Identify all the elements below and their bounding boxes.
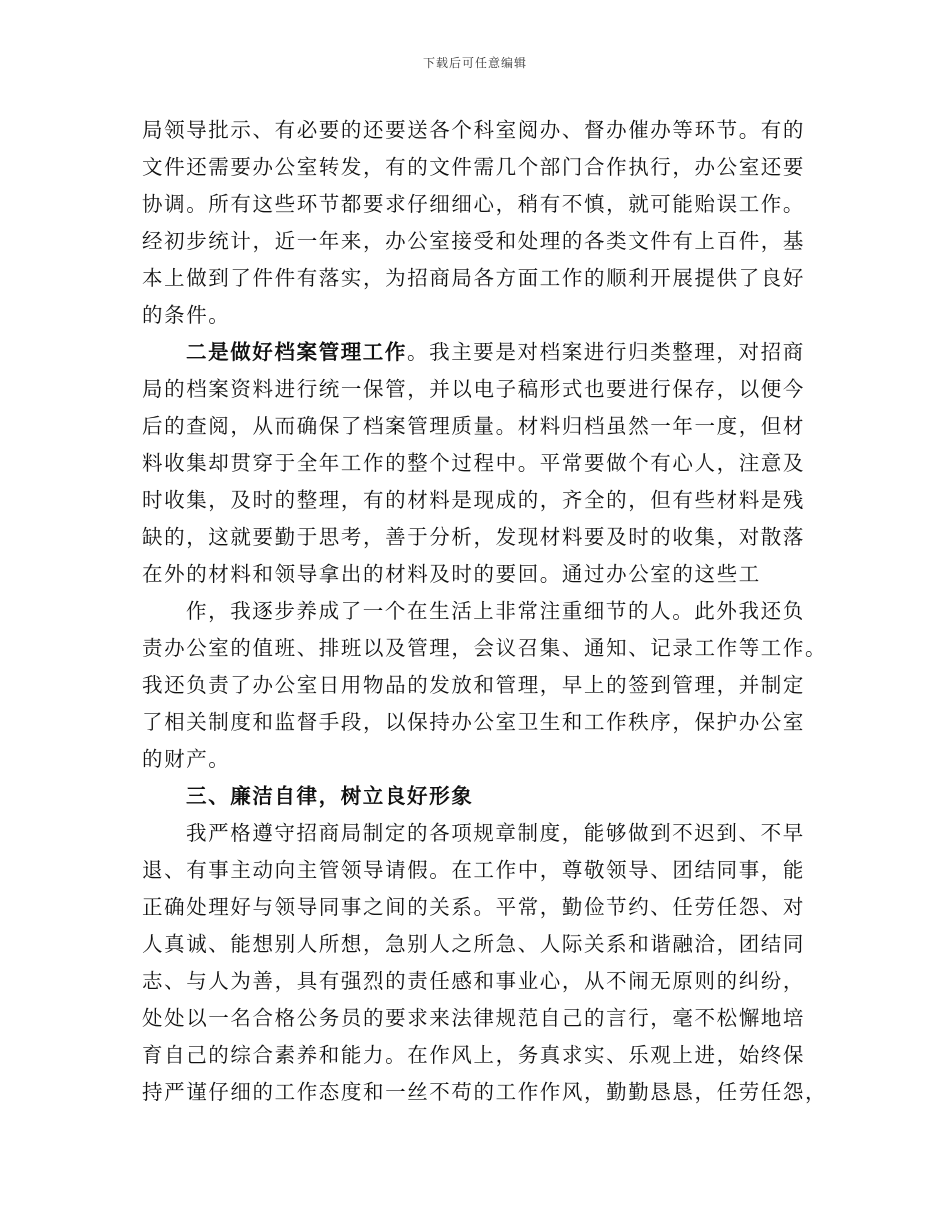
text-line: 协调。所有这些环节都要求仔细细心，稍有不慎，就可能贻误工作。 (142, 192, 805, 216)
text-line: 的财产。 (142, 747, 231, 771)
text-line: 了相关制度和监督手段，以保持办公室卫生和工作秩序，保护办公室 (142, 710, 805, 734)
document-body (142, 112, 828, 1111)
section-heading: 三、廉洁自律，树立良好形象 (186, 784, 474, 808)
text-line: 正确处理好与领导同事之间的关系。平常，勤俭节约、任劳任怨、对 (142, 895, 805, 919)
text-line: 本上做到了件件有落实，为招商局各方面工作的顺利开展提供了良好 (142, 266, 805, 290)
text-line: 退、有事主动向主管领导请假。在工作中，尊敬领导、团结同事，能 (142, 858, 805, 882)
text-line: 缺的，这就要勤于思考，善于分析，发现材料要及时的收集，对散落 (142, 525, 805, 549)
text-line: 持严谨仔细的工作态度和一丝不苟的工作作风，勤勤恳恳，任劳任怨， (142, 1080, 828, 1104)
text-line: 经初步统计，近一年来，办公室接受和处理的各类文件有上百件，基 (142, 229, 805, 253)
text-line: 我还负责了办公室日用物品的发放和管理，早上的签到管理，并制定 (142, 673, 805, 697)
text-line: 局的档案资料进行统一保管，并以电子稿形式也要进行保存，以便今 (142, 377, 805, 401)
text-line: 后的查阅，从而确保了档案管理质量。材料归档虽然一年一度，但材 (142, 414, 805, 438)
text-line: 处处以一名合格公务员的要求来法律规范自己的言行，毫不松懈地培 (142, 1006, 805, 1030)
text-line: 料收集却贯穿于全年工作的整个过程中。平常要做个有心人，注意及 (142, 451, 805, 475)
text-line: 志、与人为善，具有强烈的责任感和事业心，从不闹无原则的纠纷， (142, 969, 805, 993)
text-run: 。我主要是对档案进行归类整理，对招商 (407, 340, 805, 364)
page-header: 下载后可任意编辑 (422, 56, 527, 70)
text-line: 时收集，及时的整理，有的材料是现成的，齐全的，但有些材料是残 (142, 488, 805, 512)
text-line: 人真诚、能想别人所想，急别人之所急、人际关系和谐融洽，团结同 (142, 932, 805, 956)
text-line: 作，我逐步养成了一个在生活上非常注重细节的人。此外我还负 (186, 599, 805, 623)
text-line: 局领导批示、有必要的还要送各个科室阅办、督办催办等环节。有的 (142, 118, 805, 142)
text-line: 我严格遵守招商局制定的各项规章制度，能够做到不迟到、不早 (186, 821, 805, 845)
text-line: 责办公室的值班、排班以及管理，会议召集、通知、记录工作等工作。 (142, 636, 828, 660)
text-line: 文件还需要办公室转发，有的文件需几个部门合作执行，办公室还要 (142, 155, 805, 179)
text-line: 在外的材料和领导拿出的材料及时的要回。通过办公室的这些工 (142, 562, 761, 586)
paragraph-start-line (142, 334, 812, 371)
text-line: 育自己的综合素养和能力。在作风上，务真求实、乐观上进，始终保 (142, 1043, 805, 1067)
paragraph-lead-heading: 二是做好档案管理工作 (186, 340, 407, 364)
text-line: 的条件。 (142, 303, 231, 327)
